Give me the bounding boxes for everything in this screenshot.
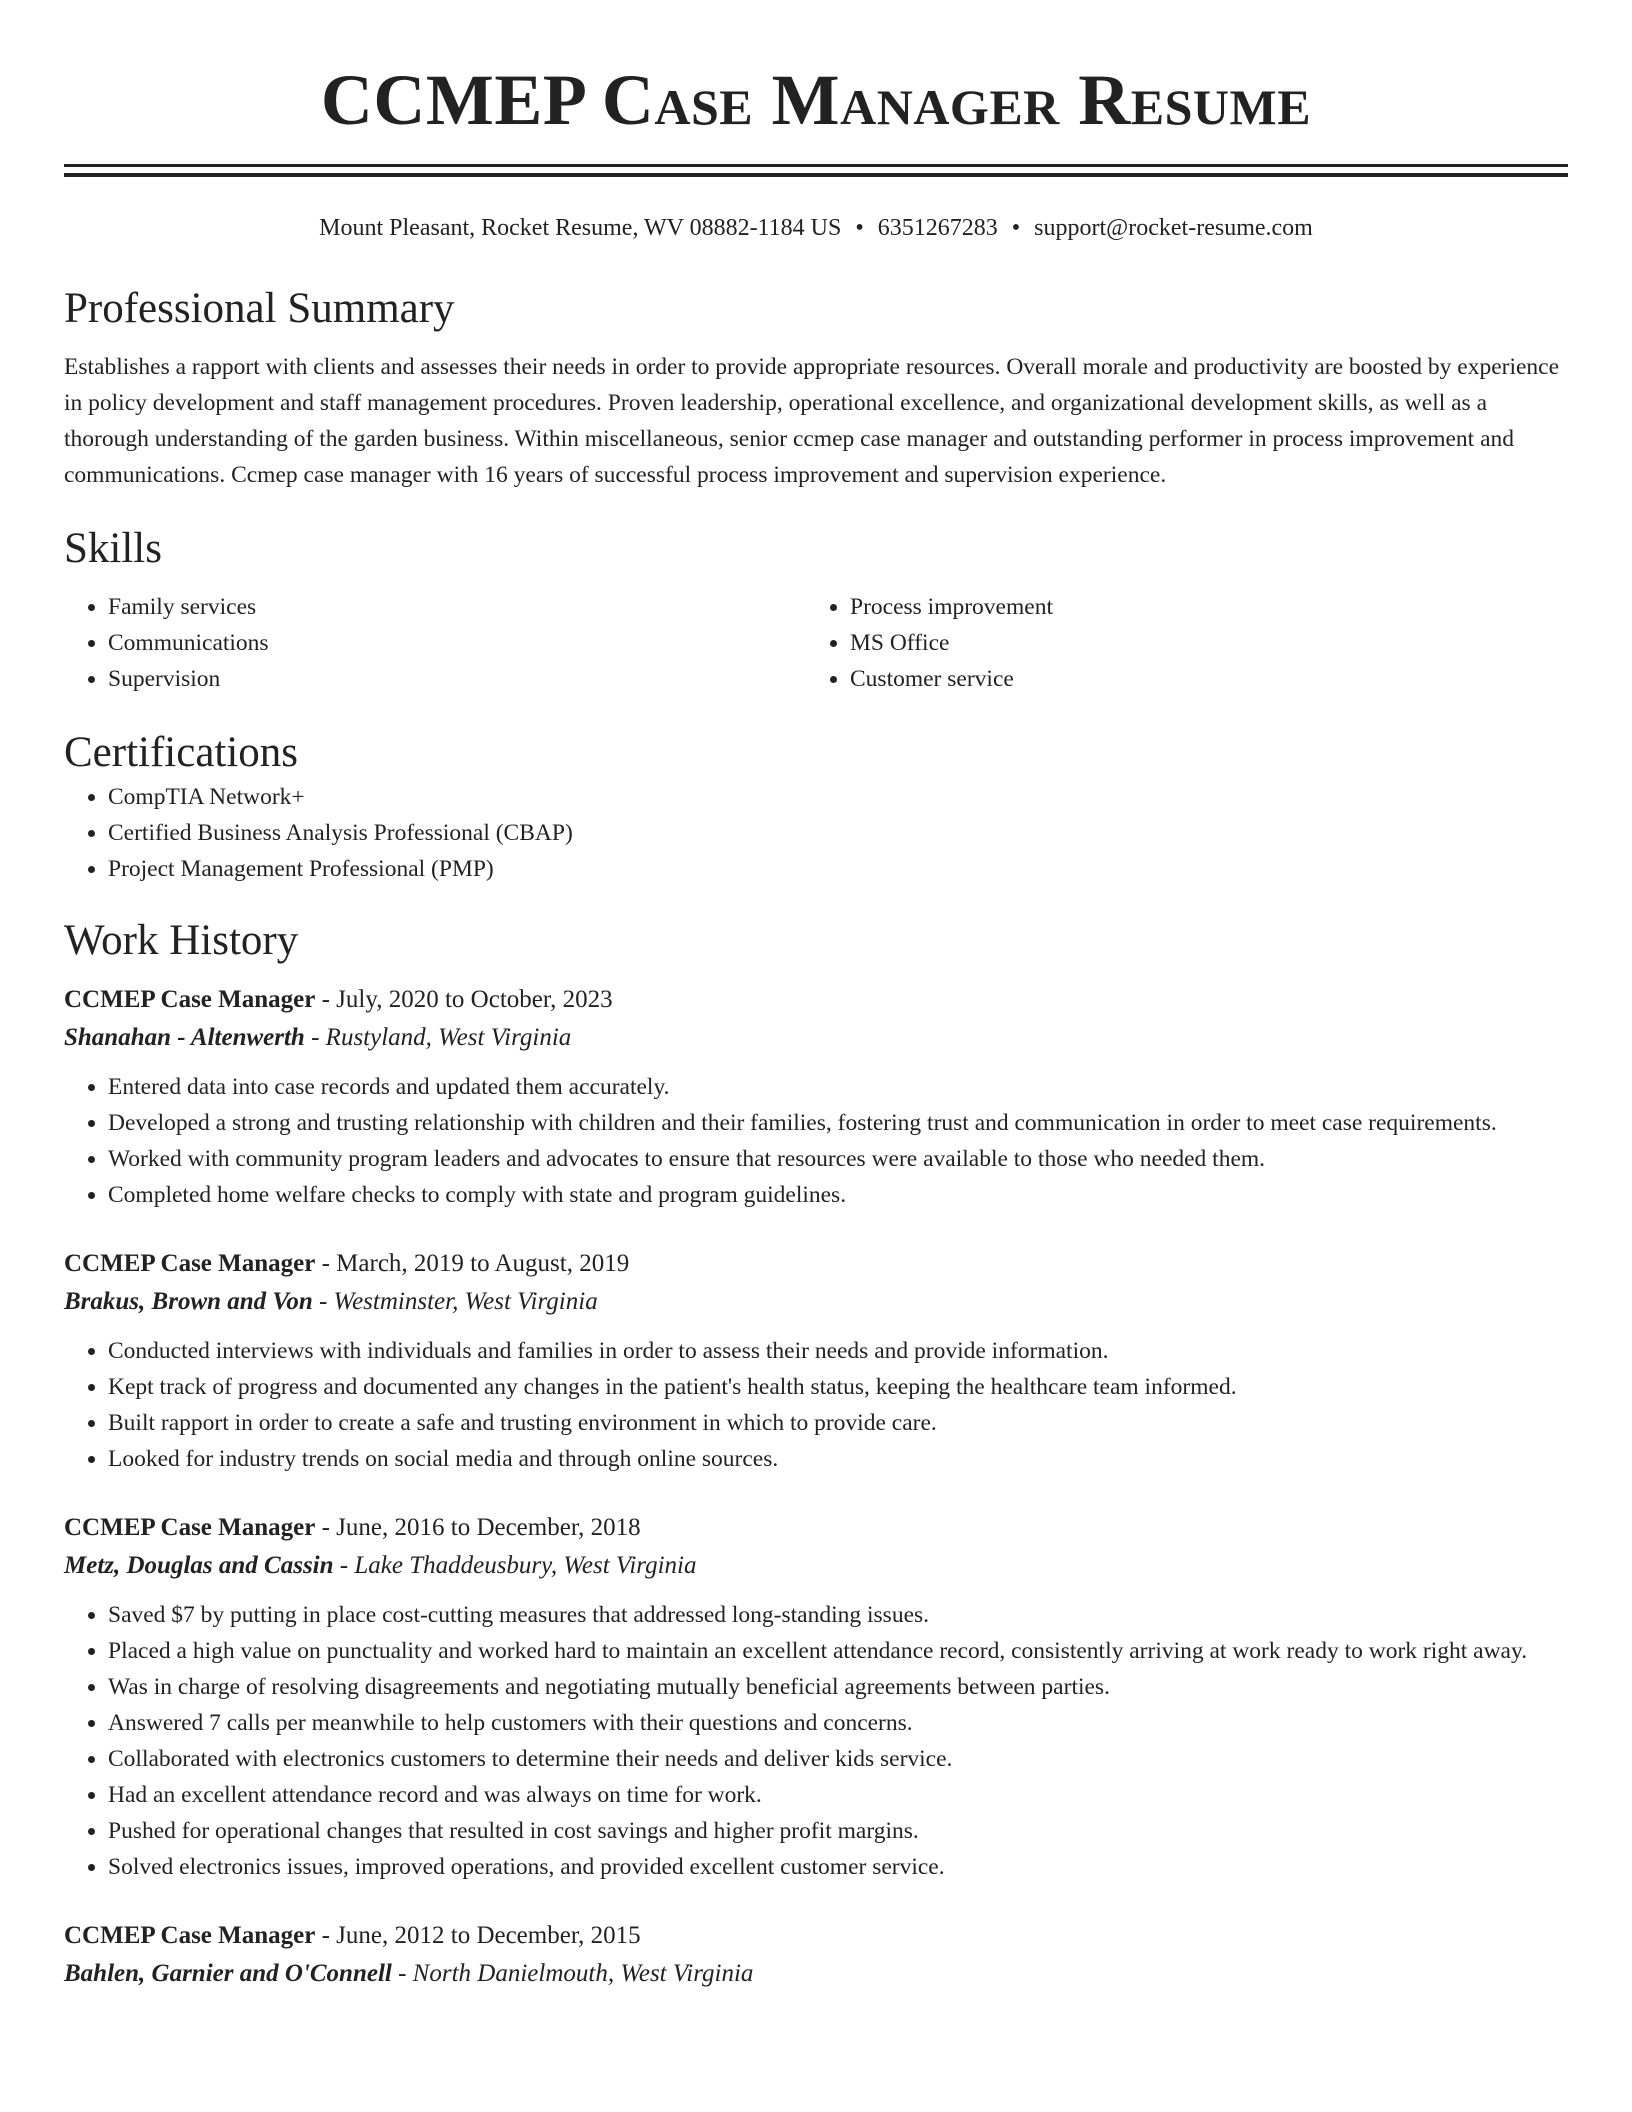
skill-item: • Supervision (108, 661, 806, 697)
job-dates: - June, 2012 to December, 2015 (315, 1922, 641, 1949)
work-history-heading: Work History (64, 917, 299, 964)
job-title: CCMEP Case Manager (64, 1922, 316, 1949)
job-duties-list (64, 1333, 1568, 1477)
job-duty-item: • Placed a high value on punctuality and worked hard to maintain an excellent attendance record, consistently arriving at work ready to work right away. (108, 1633, 1568, 1669)
job-location: - North Danielmouth, West Virginia (391, 1960, 754, 1987)
skill-item: • Process improvement (850, 589, 1548, 625)
job-duty-item: • Built rapport in order to create a safe and trusting environment in which to provide care. (108, 1405, 1568, 1441)
title-divider-top (64, 164, 1568, 167)
job-duty-item: • Completed home welfare checks to comply with state and program guidelines. (108, 1177, 1568, 1213)
contact-phone: 6351267283 (877, 215, 998, 241)
job-location: - Westminster, West Virginia (312, 1288, 598, 1315)
job-duty-item: • Answered 7 calls per meanwhile to help customers with their questions and concerns. (108, 1705, 1568, 1741)
title-divider-bottom (64, 173, 1568, 177)
job-title-line (64, 981, 1568, 1019)
job-title: CCMEP Case Manager (64, 1250, 316, 1277)
contact-email: support@rocket-resume.com (1034, 215, 1313, 241)
skill-item: • Communications (108, 625, 806, 661)
contact-separator: • (1011, 215, 1021, 241)
job-title: CCMEP Case Manager (64, 986, 316, 1013)
certifications-heading: Certifications (64, 729, 299, 776)
job-company-line (64, 1955, 1568, 1993)
contact-line (64, 211, 1568, 245)
job-company-line (64, 1547, 1568, 1585)
job-entry (64, 981, 1568, 1213)
skills-column-right (806, 589, 1548, 697)
job-company: Bahlen, Garnier and O'Connell (64, 1960, 392, 1987)
skills-heading: Skills (64, 525, 162, 572)
job-duty-item: • Pushed for operational changes that resulted in cost savings and higher profit margins. (108, 1813, 1568, 1849)
job-duty-item: • Solved electronics issues, improved operations, and provided excellent customer service. (108, 1849, 1568, 1885)
job-entry (64, 1509, 1568, 1885)
job-dates: - March, 2019 to August, 2019 (315, 1250, 630, 1277)
skill-item: • Family services (108, 589, 806, 625)
job-company: Metz, Douglas and Cassin (64, 1552, 334, 1579)
job-title-line (64, 1245, 1568, 1283)
job-company: Shanahan - Altenwerth (64, 1024, 305, 1051)
summary-heading: Professional Summary (64, 285, 455, 332)
certification-item: • Certified Business Analysis Professional (CBAP) (108, 815, 1568, 851)
skills-list-right (806, 589, 1548, 697)
certifications-list (64, 779, 1568, 887)
job-dates: - June, 2016 to December, 2018 (315, 1514, 641, 1541)
job-title-line (64, 1917, 1568, 1955)
skill-item: • Customer service (850, 661, 1548, 697)
contact-address: Mount Pleasant, Rocket Resume, WV 08882-1184 US (319, 215, 842, 241)
job-company-line (64, 1283, 1568, 1321)
contact-separator: • (855, 215, 864, 241)
skills-column-left (64, 589, 806, 697)
job-duty-item: • Had an excellent attendance record and was always on time for work. (108, 1777, 1568, 1813)
page-title: CCMEP Case Manager Resume (320, 60, 1312, 140)
job-location: - Rustyland, West Virginia (304, 1024, 572, 1051)
job-duty-item: • Looked for industry trends on social media and through online sources. (108, 1441, 1568, 1477)
job-duty-item: • Worked with community program leaders and advocates to ensure that resources were available to those who needed them. (108, 1141, 1568, 1177)
job-duty-item: • Saved $7 by putting in place cost-cutting measures that addressed long-standing issues. (108, 1597, 1568, 1633)
job-title: CCMEP Case Manager (64, 1514, 316, 1541)
job-entry (64, 1245, 1568, 1477)
job-company-line (64, 1019, 1568, 1057)
job-title-line (64, 1509, 1568, 1547)
job-company: Brakus, Brown and Von (64, 1288, 313, 1315)
job-entry (64, 1917, 1568, 1993)
skills-grid (64, 589, 1568, 697)
job-duty-item: • Collaborated with electronics customers to determine their needs and deliver kids service. (108, 1741, 1568, 1777)
certification-item: • Project Management Professional (PMP) (108, 851, 1568, 887)
job-duties-list (64, 1069, 1568, 1213)
skills-list-left (64, 589, 806, 697)
summary-text: Establishes a rapport with clients and assesses their needs in order to provide appropriate resources. Overall morale and productivity are boosted by experience in policy development and staff management procedures. Proven leadership, operational excellence, and organizational development skills, as well as a thorough understanding of the garden business. Within miscellaneous, senior ccmep case manager and outstanding performer in process improvement and communications. Ccmep case manager with 16 years of successful process improvement and supervision experience. (64, 354, 1560, 488)
job-duty-item: • Developed a strong and trusting relationship with children and their families, fostering trust and communication in order to meet case requirements. (108, 1105, 1568, 1141)
job-dates: - July, 2020 to October, 2023 (315, 986, 613, 1013)
job-duties-list (64, 1597, 1568, 1885)
job-duty-item: • Kept track of progress and documented any changes in the patient's health status, keeping the healthcare team informed. (108, 1369, 1568, 1405)
job-duty-item: • Entered data into case records and updated them accurately. (108, 1069, 1568, 1105)
certification-item: • CompTIA Network+ (108, 779, 1568, 815)
job-duty-item: • Was in charge of resolving disagreements and negotiating mutually beneficial agreements between parties. (108, 1669, 1568, 1705)
skill-item: • MS Office (850, 625, 1548, 661)
job-location: - Lake Thaddeusbury, West Virginia (333, 1552, 697, 1579)
job-duty-item: • Conducted interviews with individuals and families in order to assess their needs and provide information. (108, 1333, 1568, 1369)
